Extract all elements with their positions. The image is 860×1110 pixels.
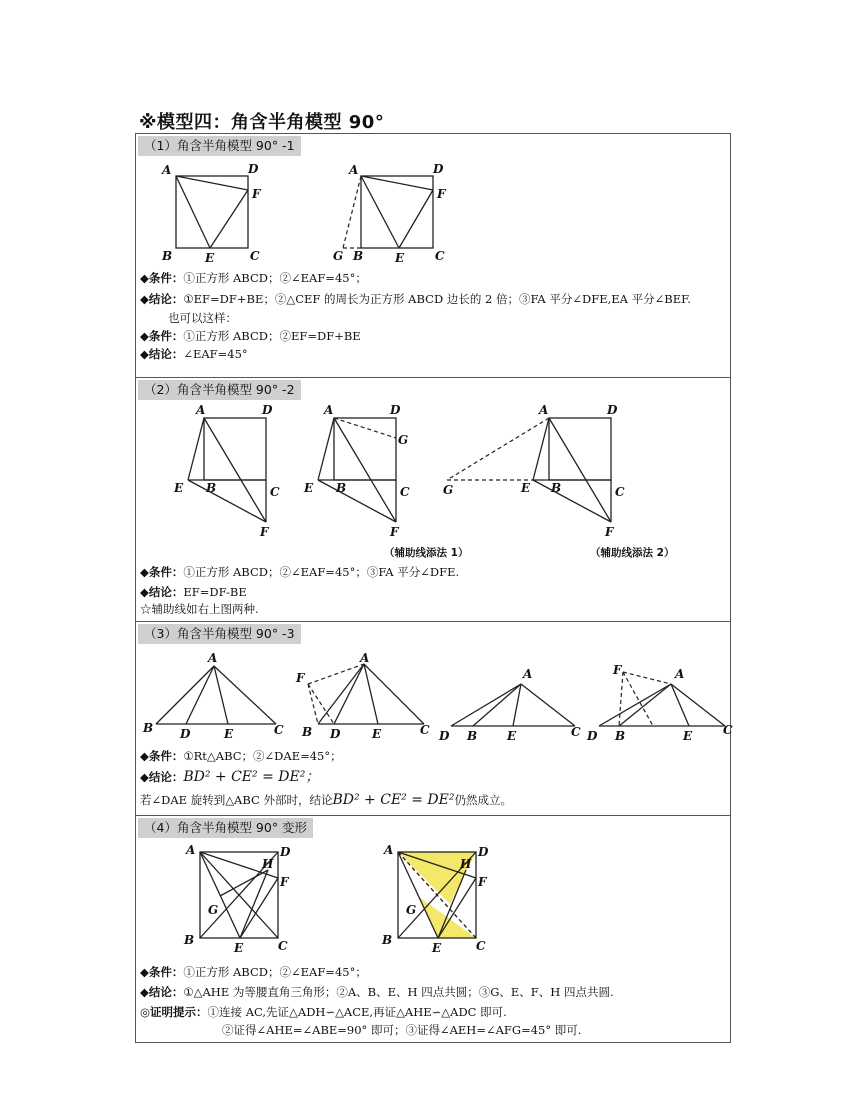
svg-text:E: E bbox=[507, 729, 517, 743]
svg-text:A: A bbox=[162, 163, 172, 177]
svg-text:F: F bbox=[390, 525, 399, 539]
svg-text:C: C bbox=[400, 485, 410, 499]
section-3-header: （3）角含半角模型 90° -3 bbox=[138, 624, 301, 644]
svg-text:G: G bbox=[333, 249, 344, 263]
s3-figure-4 bbox=[585, 660, 740, 750]
svg-text:C: C bbox=[420, 723, 430, 737]
svg-text:G: G bbox=[406, 903, 417, 917]
svg-text:B: B bbox=[353, 249, 364, 263]
s1-concl-label: ◆结论： bbox=[140, 292, 184, 306]
svg-text:F: F bbox=[296, 671, 305, 685]
s1-conclusion-2: ∠EAF=45° bbox=[183, 347, 248, 361]
s4-proof-2: ②证得∠AHE=∠ABE=90° 即可；③证得∠AEH=∠AFG=45° 即可. bbox=[222, 1023, 582, 1037]
svg-text:A: A bbox=[384, 843, 394, 857]
s4-figure-1 bbox=[180, 840, 300, 960]
s1-conclusion: ①EF=DF+BE；②△CEF 的周长为正方形 ABCD 边长的 2 倍；③FA 平分∠DFE,EA 平分∠BEF. bbox=[183, 292, 691, 306]
svg-text:B: B bbox=[336, 481, 347, 495]
svg-text:D: D bbox=[262, 403, 273, 417]
section-1-header: （1）角含半角模型 90° -1 bbox=[138, 136, 301, 156]
svg-text:E: E bbox=[432, 941, 442, 955]
s4-conclusion: ①△AHE 为等腰直角三角形；②A、B、E、H 四点共圆；③G、E、F、H 四点共圆. bbox=[183, 985, 614, 999]
svg-text:F: F bbox=[613, 663, 622, 677]
svg-text:G: G bbox=[443, 483, 454, 497]
svg-text:A: A bbox=[196, 403, 206, 417]
s2-note: ☆辅助线如右上图两种. bbox=[140, 602, 259, 616]
svg-text:A: A bbox=[186, 843, 196, 857]
svg-text:D: D bbox=[390, 403, 401, 417]
svg-text:A: A bbox=[349, 163, 359, 177]
s2-conclusion: EF=DF-BE bbox=[183, 585, 247, 599]
s2-figure-2 bbox=[300, 402, 420, 542]
svg-text:C: C bbox=[571, 725, 581, 739]
svg-text:A: A bbox=[208, 651, 218, 665]
svg-text:C: C bbox=[615, 485, 625, 499]
s2-cond-label: ◆条件： bbox=[140, 565, 184, 579]
svg-text:B: B bbox=[615, 729, 626, 743]
s3-conditions: ①Rt△ABC；②∠DAE=45°； bbox=[183, 749, 342, 763]
svg-text:F: F bbox=[280, 875, 289, 889]
section-4-header: （4）角含半角模型 90° 变形 bbox=[138, 818, 313, 838]
svg-text:D: D bbox=[478, 845, 489, 859]
s1-cond2-label: ◆条件： bbox=[140, 329, 184, 343]
svg-text:C: C bbox=[723, 723, 733, 737]
svg-text:B: B bbox=[551, 481, 562, 495]
s3-note-prefix: 若∠DAE 旋转到△ABC 外部时，结论 bbox=[140, 793, 333, 807]
svg-text:C: C bbox=[278, 939, 288, 953]
svg-text:D: D bbox=[607, 403, 618, 417]
svg-text:F: F bbox=[478, 875, 487, 889]
svg-text:G: G bbox=[398, 433, 409, 447]
s1-conditions: ①正方形 ABCD；②∠EAF=45°； bbox=[183, 271, 367, 285]
svg-text:C: C bbox=[274, 723, 284, 737]
s3-note-suffix: 仍然成立。 bbox=[454, 793, 512, 807]
s2-concl-label: ◆结论： bbox=[140, 585, 184, 599]
s1-concl2-label: ◆结论： bbox=[140, 347, 184, 361]
svg-text:D: D bbox=[433, 162, 444, 176]
page-title: ※模型四：角含半角模型 90° bbox=[139, 112, 385, 133]
svg-text:D: D bbox=[439, 729, 450, 743]
svg-text:D: D bbox=[587, 729, 598, 743]
svg-text:E: E bbox=[174, 481, 184, 495]
svg-text:B: B bbox=[302, 725, 313, 739]
section-2-header: （2）角含半角模型 90° -2 bbox=[138, 380, 301, 400]
svg-text:A: A bbox=[539, 403, 549, 417]
s2-figure-3 bbox=[435, 402, 635, 542]
s4-conditions: ①正方形 ABCD；②∠EAF=45°； bbox=[183, 965, 367, 979]
s1-figure-1 bbox=[150, 160, 280, 265]
svg-text:E: E bbox=[304, 481, 314, 495]
s3-note-formula: BD² + CE² = DE² bbox=[332, 792, 455, 808]
s3-conclusion: BD² + CE² = DE²； bbox=[183, 769, 320, 785]
svg-text:A: A bbox=[675, 667, 685, 681]
s1-conditions-2: ①正方形 ABCD；②EF=DF+BE bbox=[183, 329, 361, 343]
svg-text:D: D bbox=[280, 845, 291, 859]
s3-figure-3 bbox=[435, 660, 595, 750]
svg-text:E: E bbox=[234, 941, 244, 955]
s3-concl-label: ◆结论： bbox=[140, 770, 184, 784]
svg-text:H: H bbox=[262, 857, 274, 871]
svg-text:B: B bbox=[382, 933, 393, 947]
s1-cond-label: ◆条件： bbox=[140, 271, 184, 285]
s1-also: 也可以这样： bbox=[168, 311, 237, 325]
svg-text:F: F bbox=[437, 187, 446, 201]
svg-text:F: F bbox=[260, 525, 269, 539]
svg-text:G: G bbox=[208, 903, 219, 917]
svg-text:E: E bbox=[521, 481, 531, 495]
s4-cond-label: ◆条件： bbox=[140, 965, 184, 979]
svg-text:A: A bbox=[523, 667, 533, 681]
svg-text:B: B bbox=[162, 249, 173, 263]
svg-text:E: E bbox=[395, 251, 405, 265]
svg-text:D: D bbox=[180, 727, 191, 741]
svg-text:F: F bbox=[252, 187, 261, 201]
svg-text:E: E bbox=[205, 251, 215, 265]
s2-conditions: ①正方形 ABCD；②∠EAF=45°；③FA 平分∠DFE. bbox=[183, 565, 460, 579]
s2-caption-1: （辅助线添法 1） bbox=[384, 547, 469, 559]
s3-cond-label: ◆条件： bbox=[140, 749, 184, 763]
s1-figure-2 bbox=[325, 160, 465, 265]
svg-text:B: B bbox=[206, 481, 217, 495]
svg-text:C: C bbox=[250, 249, 260, 263]
svg-text:D: D bbox=[330, 727, 341, 741]
s3-figure-1 bbox=[140, 650, 290, 745]
svg-text:B: B bbox=[467, 729, 478, 743]
svg-text:C: C bbox=[435, 249, 445, 263]
svg-text:F: F bbox=[605, 525, 614, 539]
s2-figure-1 bbox=[170, 402, 280, 542]
svg-text:E: E bbox=[683, 729, 693, 743]
s2-caption-2: （辅助线添法 2） bbox=[590, 547, 675, 559]
s4-figure-2 bbox=[378, 840, 498, 960]
svg-text:A: A bbox=[324, 403, 334, 417]
svg-text:A: A bbox=[360, 651, 370, 665]
s4-proof-label: ◎证明提示： bbox=[140, 1005, 208, 1019]
s4-proof-1: ①连接 AC,先证△ADH∽△ACE,再证△AHE∽△ADC 即可. bbox=[207, 1005, 507, 1019]
svg-text:B: B bbox=[143, 721, 154, 735]
s3-figure-2 bbox=[288, 650, 438, 745]
s4-concl-label: ◆结论： bbox=[140, 985, 184, 999]
svg-text:E: E bbox=[372, 727, 382, 741]
svg-text:D: D bbox=[248, 162, 259, 176]
svg-text:E: E bbox=[224, 727, 234, 741]
svg-text:C: C bbox=[270, 485, 280, 499]
svg-text:C: C bbox=[476, 939, 486, 953]
svg-text:B: B bbox=[184, 933, 195, 947]
svg-text:H: H bbox=[460, 857, 472, 871]
